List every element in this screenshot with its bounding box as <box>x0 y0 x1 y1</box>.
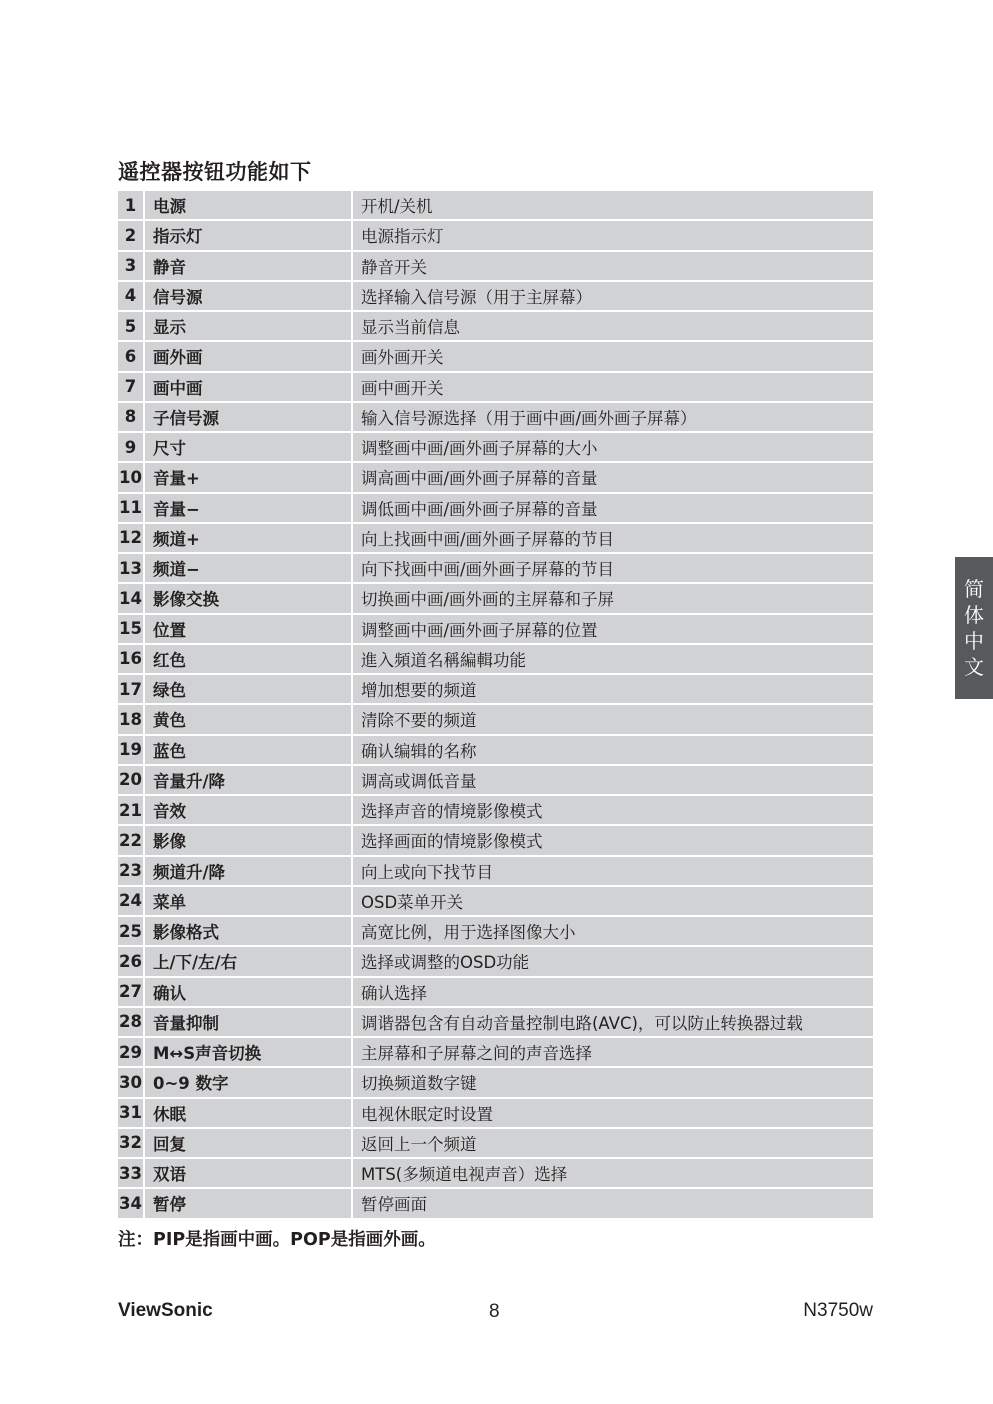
button-description: 静音开关 <box>353 252 873 282</box>
table-row <box>118 403 873 433</box>
button-name: 黄色 <box>145 705 353 735</box>
button-description: 向下找画中画/画外画子屏幕的节目 <box>353 554 873 584</box>
button-number: 29 <box>118 1038 145 1068</box>
model-number: N3750w <box>803 1300 873 1321</box>
table-row <box>118 645 873 675</box>
button-name: 蓝色 <box>145 736 353 766</box>
button-name: 影像格式 <box>145 917 353 947</box>
table-row <box>118 252 873 282</box>
button-name: 音量抑制 <box>145 1008 353 1038</box>
button-number: 11 <box>118 494 145 524</box>
button-number: 14 <box>118 584 145 614</box>
button-description: 选择画面的情境影像模式 <box>353 826 873 856</box>
button-name: 菜单 <box>145 887 353 917</box>
button-description: 切换画中画/画外画的主屏幕和子屏 <box>353 584 873 614</box>
button-name: 尺寸 <box>145 433 353 463</box>
table-row <box>118 917 873 947</box>
table-row <box>118 221 873 251</box>
language-tab-char: 文 <box>964 655 984 679</box>
button-description: 调谐器包含有自动音量控制电路(AVC)，可以防止转换器过载 <box>353 1008 873 1038</box>
button-name: 影像 <box>145 826 353 856</box>
language-tab-char: 体 <box>964 603 984 627</box>
table-row <box>118 524 873 554</box>
table-row <box>118 312 873 342</box>
button-number: 28 <box>118 1008 145 1038</box>
button-description: 调整画中画/画外画子屏幕的位置 <box>353 615 873 645</box>
button-number: 32 <box>118 1129 145 1159</box>
page-number: 8 <box>489 1301 500 1322</box>
table-row <box>118 1129 873 1159</box>
button-number: 20 <box>118 766 145 796</box>
button-number: 1 <box>118 191 145 221</box>
button-name: 频道− <box>145 554 353 584</box>
button-name: 确认 <box>145 978 353 1008</box>
button-number: 22 <box>118 826 145 856</box>
button-description: 电源指示灯 <box>353 221 873 251</box>
table-row <box>118 191 873 221</box>
button-description: 调整画中画/画外画子屏幕的大小 <box>353 433 873 463</box>
button-name: 位置 <box>145 615 353 645</box>
table-row <box>118 705 873 735</box>
button-name: 显示 <box>145 312 353 342</box>
table-row <box>118 554 873 584</box>
button-name: 回复 <box>145 1129 353 1159</box>
button-description: 确认编辑的名称 <box>353 736 873 766</box>
table-row <box>118 1099 873 1129</box>
table-row <box>118 796 873 826</box>
button-number: 2 <box>118 221 145 251</box>
button-number: 15 <box>118 615 145 645</box>
button-name: 画外画 <box>145 342 353 372</box>
button-description: 调高画中画/画外画子屏幕的音量 <box>353 463 873 493</box>
button-number: 26 <box>118 947 145 977</box>
button-name: 影像交换 <box>145 584 353 614</box>
button-number: 27 <box>118 978 145 1008</box>
button-description: OSD菜单开关 <box>353 887 873 917</box>
table-row <box>118 978 873 1008</box>
table-row <box>118 342 873 372</box>
button-number: 5 <box>118 312 145 342</box>
button-description: 切换频道数字键 <box>353 1068 873 1098</box>
table-row <box>118 433 873 463</box>
button-number: 3 <box>118 252 145 282</box>
button-number: 13 <box>118 554 145 584</box>
button-name: 频道升/降 <box>145 857 353 887</box>
button-name: 音效 <box>145 796 353 826</box>
language-tab-char: 简 <box>964 577 984 601</box>
table-row <box>118 373 873 403</box>
button-name: 暂停 <box>145 1189 353 1219</box>
button-name: 频道+ <box>145 524 353 554</box>
footer-brand: ViewSonic <box>118 1300 213 1321</box>
button-name: 指示灯 <box>145 221 353 251</box>
button-description: 向上找画中画/画外画子屏幕的节目 <box>353 524 873 554</box>
button-number: 17 <box>118 675 145 705</box>
button-number: 30 <box>118 1068 145 1098</box>
button-description: 选择输入信号源（用于主屏幕） <box>353 282 873 312</box>
table-row <box>118 736 873 766</box>
button-number: 19 <box>118 736 145 766</box>
button-description: 高宽比例，用于选择图像大小 <box>353 917 873 947</box>
table-row <box>118 584 873 614</box>
table-row <box>118 766 873 796</box>
table-row <box>118 1159 873 1189</box>
button-number: 7 <box>118 373 145 403</box>
button-number: 25 <box>118 917 145 947</box>
button-name: 红色 <box>145 645 353 675</box>
table-row <box>118 675 873 705</box>
page-title: 遥控器按钮功能如下 <box>118 160 312 184</box>
button-description: 清除不要的频道 <box>353 705 873 735</box>
table-row <box>118 1008 873 1038</box>
button-name: 休眠 <box>145 1099 353 1129</box>
button-number: 31 <box>118 1099 145 1129</box>
button-name: 子信号源 <box>145 403 353 433</box>
button-number: 24 <box>118 887 145 917</box>
button-description: 向上或向下找节目 <box>353 857 873 887</box>
button-name: 上/下/左/右 <box>145 947 353 977</box>
button-description: 显示当前信息 <box>353 312 873 342</box>
button-number: 21 <box>118 796 145 826</box>
table-row <box>118 947 873 977</box>
button-description: 输入信号源选择（用于画中画/画外画子屏幕） <box>353 403 873 433</box>
button-number: 23 <box>118 857 145 887</box>
button-description: 主屏幕和子屏幕之间的声音选择 <box>353 1038 873 1068</box>
button-name: 静音 <box>145 252 353 282</box>
button-name: 音量− <box>145 494 353 524</box>
button-number: 10 <box>118 463 145 493</box>
button-number: 33 <box>118 1159 145 1189</box>
button-description: 增加想要的频道 <box>353 675 873 705</box>
table-row <box>118 1038 873 1068</box>
button-name: 绿色 <box>145 675 353 705</box>
button-description: 开机/关机 <box>353 191 873 221</box>
button-name: 音量+ <box>145 463 353 493</box>
button-name: 画中画 <box>145 373 353 403</box>
button-description: 选择或调整的OSD功能 <box>353 947 873 977</box>
table-row <box>118 463 873 493</box>
table-row <box>118 615 873 645</box>
table-row <box>118 887 873 917</box>
button-name: 双语 <box>145 1159 353 1189</box>
language-tab-char: 中 <box>964 629 984 653</box>
table-row <box>118 826 873 856</box>
button-function-table <box>118 191 873 1220</box>
button-description: 调低画中画/画外画子屏幕的音量 <box>353 494 873 524</box>
table-row <box>118 282 873 312</box>
button-number: 12 <box>118 524 145 554</box>
language-tab <box>955 557 993 699</box>
button-description: 电视休眠定时设置 <box>353 1099 873 1129</box>
button-name: 信号源 <box>145 282 353 312</box>
button-description: MTS(多频道电视声音）选择 <box>353 1159 873 1189</box>
button-number: 8 <box>118 403 145 433</box>
footnote: 注：PIP是指画中画。POP是指画外画。 <box>118 1230 436 1250</box>
table-row <box>118 857 873 887</box>
button-name: M↔S声音切换 <box>145 1038 353 1068</box>
button-description: 调高或调低音量 <box>353 766 873 796</box>
button-description: 暂停画面 <box>353 1189 873 1219</box>
button-description: 返回上一个频道 <box>353 1129 873 1159</box>
button-description: 选择声音的情境影像模式 <box>353 796 873 826</box>
table-row <box>118 1189 873 1219</box>
button-number: 9 <box>118 433 145 463</box>
button-name: 电源 <box>145 191 353 221</box>
button-number: 18 <box>118 705 145 735</box>
table-row <box>118 1068 873 1098</box>
button-description: 确认选择 <box>353 978 873 1008</box>
button-number: 34 <box>118 1189 145 1219</box>
button-description: 画外画开关 <box>353 342 873 372</box>
button-number: 6 <box>118 342 145 372</box>
table-row <box>118 494 873 524</box>
button-name: 音量升/降 <box>145 766 353 796</box>
button-name: 0~9 数字 <box>145 1068 353 1098</box>
button-description: 画中画开关 <box>353 373 873 403</box>
button-number: 4 <box>118 282 145 312</box>
button-description: 進入頻道名稱編輯功能 <box>353 645 873 675</box>
button-number: 16 <box>118 645 145 675</box>
